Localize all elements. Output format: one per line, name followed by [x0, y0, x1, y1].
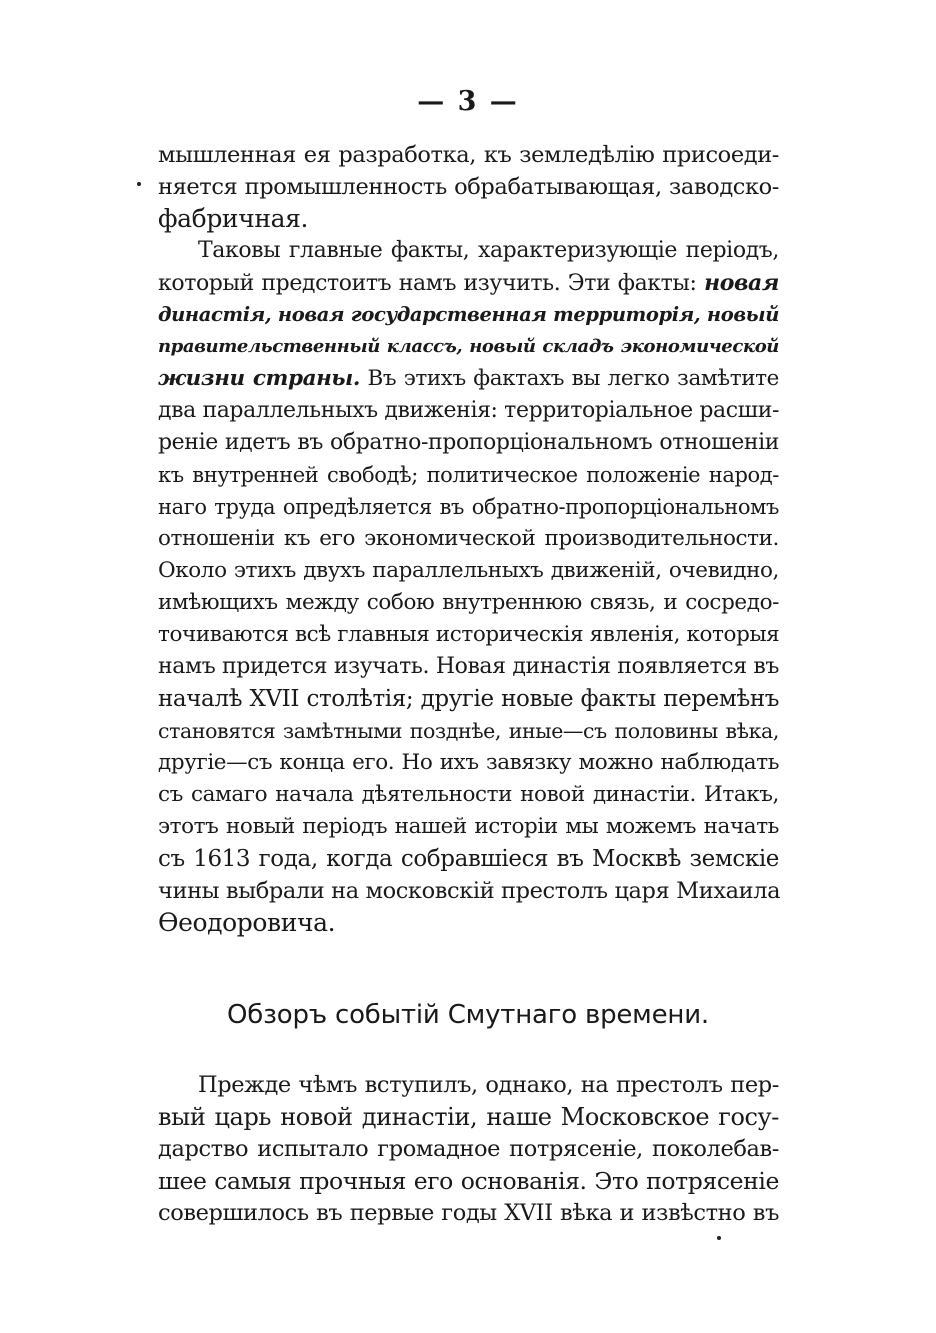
text-line: реніе идетъ въ обратно-пропорціональномъ отношеніи	[158, 430, 779, 455]
text-line: съ 1613 года, когда собравшіеся въ Москвѣ земскіе	[158, 846, 779, 872]
section-heading: Обзоръ событій Смутнаго времени.	[227, 1000, 709, 1030]
text-line	[158, 363, 779, 395]
text-line: другіе—съ конца его. Но ихъ завязку можно наблюдать	[158, 750, 779, 775]
italic-span: новая	[704, 270, 780, 296]
text-line	[158, 267, 779, 299]
text-line: фабричная.	[158, 204, 309, 233]
text-line: отношеніи къ его экономической производительности.	[158, 526, 779, 551]
text-line: мышленная ея разработка, къ земледѣлію присоеди-	[158, 142, 779, 168]
text-line: два параллельныхъ движенія: территоріальное расши-	[158, 398, 779, 423]
text-line: имѣющихъ между собою внутреннюю связь, и сосредо-	[158, 590, 779, 615]
print-speck	[137, 182, 141, 186]
text-span: который предстоитъ намъ изучить. Эти факты:	[158, 271, 697, 296]
text-line: съ самаго начала дѣятельности новой династіи. Итакъ,	[158, 782, 779, 807]
text-span: Въ этихъ фактахъ вы легко замѣтите	[367, 366, 779, 391]
text-line: вый царь новой династіи, наше Московское госу-	[158, 1103, 779, 1131]
text-line: Прежде чѣмъ вступилъ, однако, на престолъ пер-	[198, 1072, 779, 1098]
italic-span: жизни страны.	[158, 366, 360, 391]
text-line: наго труда опредѣляется въ обратно-пропорціональномъ	[158, 495, 779, 519]
text-line: къ внутренней свободѣ; политическое положеніе народ-	[158, 463, 779, 487]
text-line: Ѳеодоровича.	[158, 908, 336, 937]
italic-line: правительственный классъ, новый складъ экономической	[158, 336, 779, 357]
page-number: — 3 —	[417, 86, 519, 117]
text-line: этотъ новый періодъ нашей исторіи мы можемъ начать	[158, 814, 779, 839]
text-line: няется промышленность обрабатывающая, заводско-	[158, 174, 779, 200]
text-line: дарство испытало громадное потрясеніе, поколебав-	[158, 1136, 779, 1162]
print-speck	[717, 1236, 721, 1240]
text-line: шее самыя прочныя его основанія. Это потрясеніе	[158, 1167, 779, 1195]
text-line: намъ придется изучать. Новая династія появляется въ	[158, 654, 779, 679]
text-line: Таковы главные факты, характеризующіе періодъ,	[198, 238, 779, 263]
text-line: становятся замѣтными позднѣе, иные—съ половины вѣка,	[158, 719, 779, 743]
text-line: началѣ XVII столѣтія; другіе новые факты перемѣнъ	[158, 686, 779, 712]
text-line: точиваются всѣ главныя историческія явленія, которыя	[158, 622, 780, 647]
text-line: совершилось въ первые годы XVII вѣка и извѣстно въ	[158, 1200, 779, 1226]
text-line: чины выбрали на московскій престолъ царя Михаила	[158, 878, 781, 904]
text-line: Около этихъ двухъ параллельныхъ движеній, очевидно,	[158, 558, 779, 583]
italic-line: династія, новая государственная территорія, новый	[158, 303, 779, 326]
